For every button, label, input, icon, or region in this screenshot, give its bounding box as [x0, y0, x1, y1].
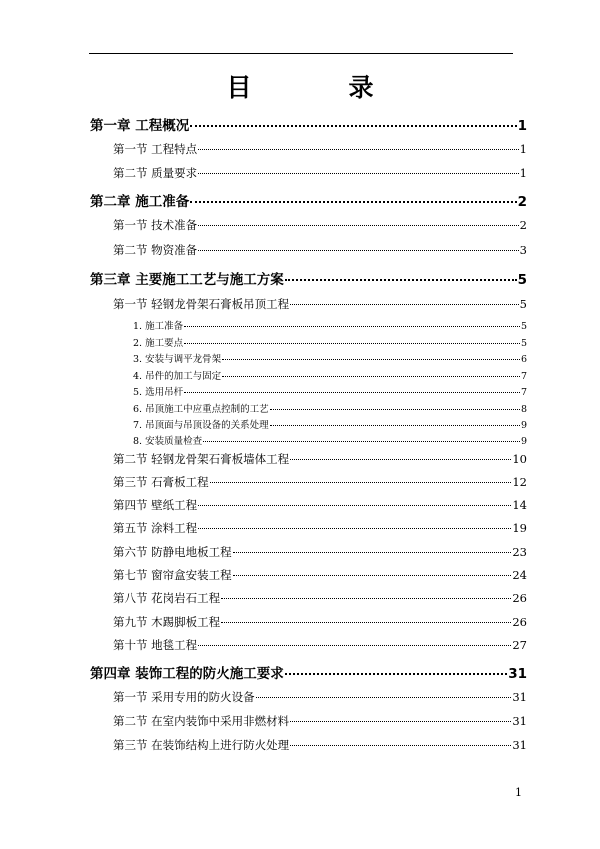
toc-entry-page: 8 — [520, 404, 527, 415]
toc-entry-page: 9 — [520, 420, 527, 431]
dot-leader — [290, 745, 511, 746]
toc-entry-page: 1 — [519, 166, 527, 180]
toc-entry-label: 第三节 石膏板工程 — [113, 475, 209, 489]
toc-entry-page: 5 — [517, 272, 527, 288]
toc-entry-item[interactable] — [133, 318, 527, 332]
toc-entry-page: 23 — [512, 545, 527, 559]
toc-entry-label: 4. 吊件的加工与固定 — [133, 371, 222, 382]
toc-entry-label: 6. 吊顶施工中应重点控制的工艺 — [133, 404, 269, 415]
toc-entry-page: 2 — [519, 218, 527, 232]
dot-leader — [184, 326, 520, 327]
toc-entry-label: 第三节 在装饰结构上进行防火处理 — [113, 738, 290, 752]
toc-entry-item[interactable] — [133, 368, 527, 382]
dot-leader — [270, 425, 520, 426]
toc-entry-label: 第二节 轻钢龙骨架石膏板墙体工程 — [113, 452, 290, 466]
toc-entry-page: 14 — [512, 498, 527, 512]
toc-entry-label: 5. 选用吊杆 — [133, 387, 184, 398]
dot-leader — [198, 250, 519, 251]
toc-entry-chapter[interactable] — [90, 662, 527, 682]
toc-entry-section[interactable] — [113, 567, 527, 583]
toc-entry-page: 10 — [512, 452, 527, 466]
dot-leader — [221, 622, 511, 623]
toc-entry-label: 8. 安装质量检查 — [133, 436, 203, 447]
dot-leader — [184, 343, 520, 344]
dot-leader — [221, 598, 511, 599]
toc-entry-label: 第十节 地毯工程 — [113, 638, 198, 652]
dot-leader — [233, 552, 512, 553]
toc-entry-section[interactable] — [113, 713, 527, 729]
toc-entry-page: 3 — [519, 243, 527, 257]
toc-entry-label: 第八节 花岗岩石工程 — [113, 591, 221, 605]
dot-leader — [270, 409, 520, 410]
dot-leader — [233, 575, 512, 576]
dot-leader — [190, 125, 516, 127]
toc-entry-section[interactable] — [113, 141, 527, 157]
dot-leader — [198, 149, 519, 150]
toc-entry-chapter[interactable] — [90, 190, 527, 210]
dot-leader — [290, 459, 511, 460]
toc-entry-page: 5 — [520, 321, 527, 332]
toc-entry-label: 7. 吊顶面与吊顶设备的关系处理 — [133, 420, 269, 431]
toc-entry-page: 31 — [512, 714, 527, 728]
toc-entry-section[interactable] — [113, 614, 527, 630]
toc-entry-label: 第四章 装饰工程的防火施工要求 — [90, 666, 284, 682]
toc-entry-item[interactable] — [133, 401, 527, 415]
dot-leader — [203, 441, 520, 442]
dot-leader — [184, 392, 520, 393]
toc-entry-item[interactable] — [133, 433, 527, 447]
toc-entry-item[interactable] — [133, 335, 527, 349]
dot-leader — [198, 173, 519, 174]
toc-entry-item[interactable] — [133, 384, 527, 398]
dot-leader — [198, 505, 511, 506]
toc-entry-label: 第五节 涂料工程 — [113, 521, 198, 535]
dot-leader — [285, 673, 508, 675]
toc-entry-page: 31 — [512, 738, 527, 752]
toc-title: 目 录 — [226, 73, 410, 102]
dot-leader — [222, 359, 520, 360]
dot-leader — [198, 528, 511, 529]
toc-entry-page: 31 — [512, 690, 527, 704]
toc-entry-label: 2. 施工要点 — [133, 338, 184, 349]
toc-entry-page: 1 — [517, 118, 527, 134]
toc-entry-label: 第二节 物资准备 — [113, 243, 198, 257]
toc-entry-section[interactable] — [113, 497, 527, 513]
toc-entry-section[interactable] — [113, 520, 527, 536]
toc-entry-page: 26 — [512, 591, 527, 605]
toc-entry-label: 第三章 主要施工工艺与施工方案 — [90, 272, 284, 288]
toc-entry-section[interactable] — [113, 544, 527, 560]
toc-entry-page: 19 — [512, 521, 527, 535]
dot-leader — [198, 645, 511, 646]
toc-entry-page: 24 — [512, 568, 527, 582]
toc-entry-page: 6 — [520, 354, 527, 365]
toc-entry-label: 1. 施工准备 — [133, 321, 184, 332]
toc-entry-label: 第二节 在室内装饰中采用非燃材料 — [113, 714, 290, 728]
toc-entry-label: 第一节 工程特点 — [113, 142, 198, 156]
toc-entry-page: 5 — [519, 297, 527, 311]
toc-entry-page: 31 — [508, 666, 527, 682]
toc-entry-label: 第一节 技术准备 — [113, 218, 198, 232]
toc-entry-label: 第九节 木踢脚板工程 — [113, 615, 221, 629]
toc-entry-label: 第一节 轻钢龙骨架石膏板吊顶工程 — [113, 297, 290, 311]
toc-entry-label: 第二章 施工准备 — [90, 194, 190, 210]
toc-entry-label: 第六节 防静电地板工程 — [113, 545, 232, 559]
toc-entry-page: 12 — [512, 475, 527, 489]
toc-entry-page: 5 — [520, 338, 527, 349]
toc-entry-section[interactable] — [113, 165, 527, 181]
toc-entry-page: 9 — [520, 436, 527, 447]
toc-entry-section[interactable] — [113, 296, 527, 312]
toc-entry-section[interactable] — [113, 451, 527, 467]
toc-entry-page: 7 — [520, 371, 527, 382]
dot-leader — [290, 304, 519, 305]
toc-entry-chapter[interactable] — [90, 114, 527, 134]
toc-entry-section[interactable] — [113, 590, 527, 606]
dot-leader — [198, 225, 519, 226]
dot-leader — [190, 201, 516, 203]
toc-entry-page: 7 — [520, 387, 527, 398]
toc-entry-item[interactable] — [133, 351, 527, 365]
toc-entry-label: 第一章 工程概况 — [90, 118, 190, 134]
toc-entry-section[interactable] — [113, 689, 527, 705]
toc-entry-page: 26 — [512, 615, 527, 629]
toc-entry-section[interactable] — [113, 242, 527, 258]
dot-leader — [210, 482, 512, 483]
toc-entry-label: 第四节 壁纸工程 — [113, 498, 198, 512]
dot-leader — [285, 279, 517, 281]
toc-entry-item[interactable] — [133, 417, 527, 431]
toc-entry-label: 第二节 质量要求 — [113, 166, 198, 180]
toc-entry-section[interactable] — [113, 637, 527, 653]
dot-leader — [222, 376, 520, 377]
toc-entry-page: 1 — [519, 142, 527, 156]
toc-entry-section[interactable] — [113, 474, 527, 490]
dot-leader — [290, 721, 511, 722]
toc-entry-page: 2 — [517, 194, 527, 210]
toc-entry-label: 第七节 窗帘盒安装工程 — [113, 568, 232, 582]
toc-entry-section[interactable] — [113, 217, 527, 233]
toc-entry-section[interactable] — [113, 737, 527, 753]
toc-entry-chapter[interactable] — [90, 268, 527, 288]
toc-entry-label: 第一节 采用专用的防火设备 — [113, 690, 255, 704]
footer-page-number: 1 — [515, 786, 522, 799]
toc-entry-page: 27 — [512, 638, 527, 652]
dot-leader — [256, 697, 512, 698]
toc-entry-label: 3. 安装与调平龙骨架 — [133, 354, 222, 365]
